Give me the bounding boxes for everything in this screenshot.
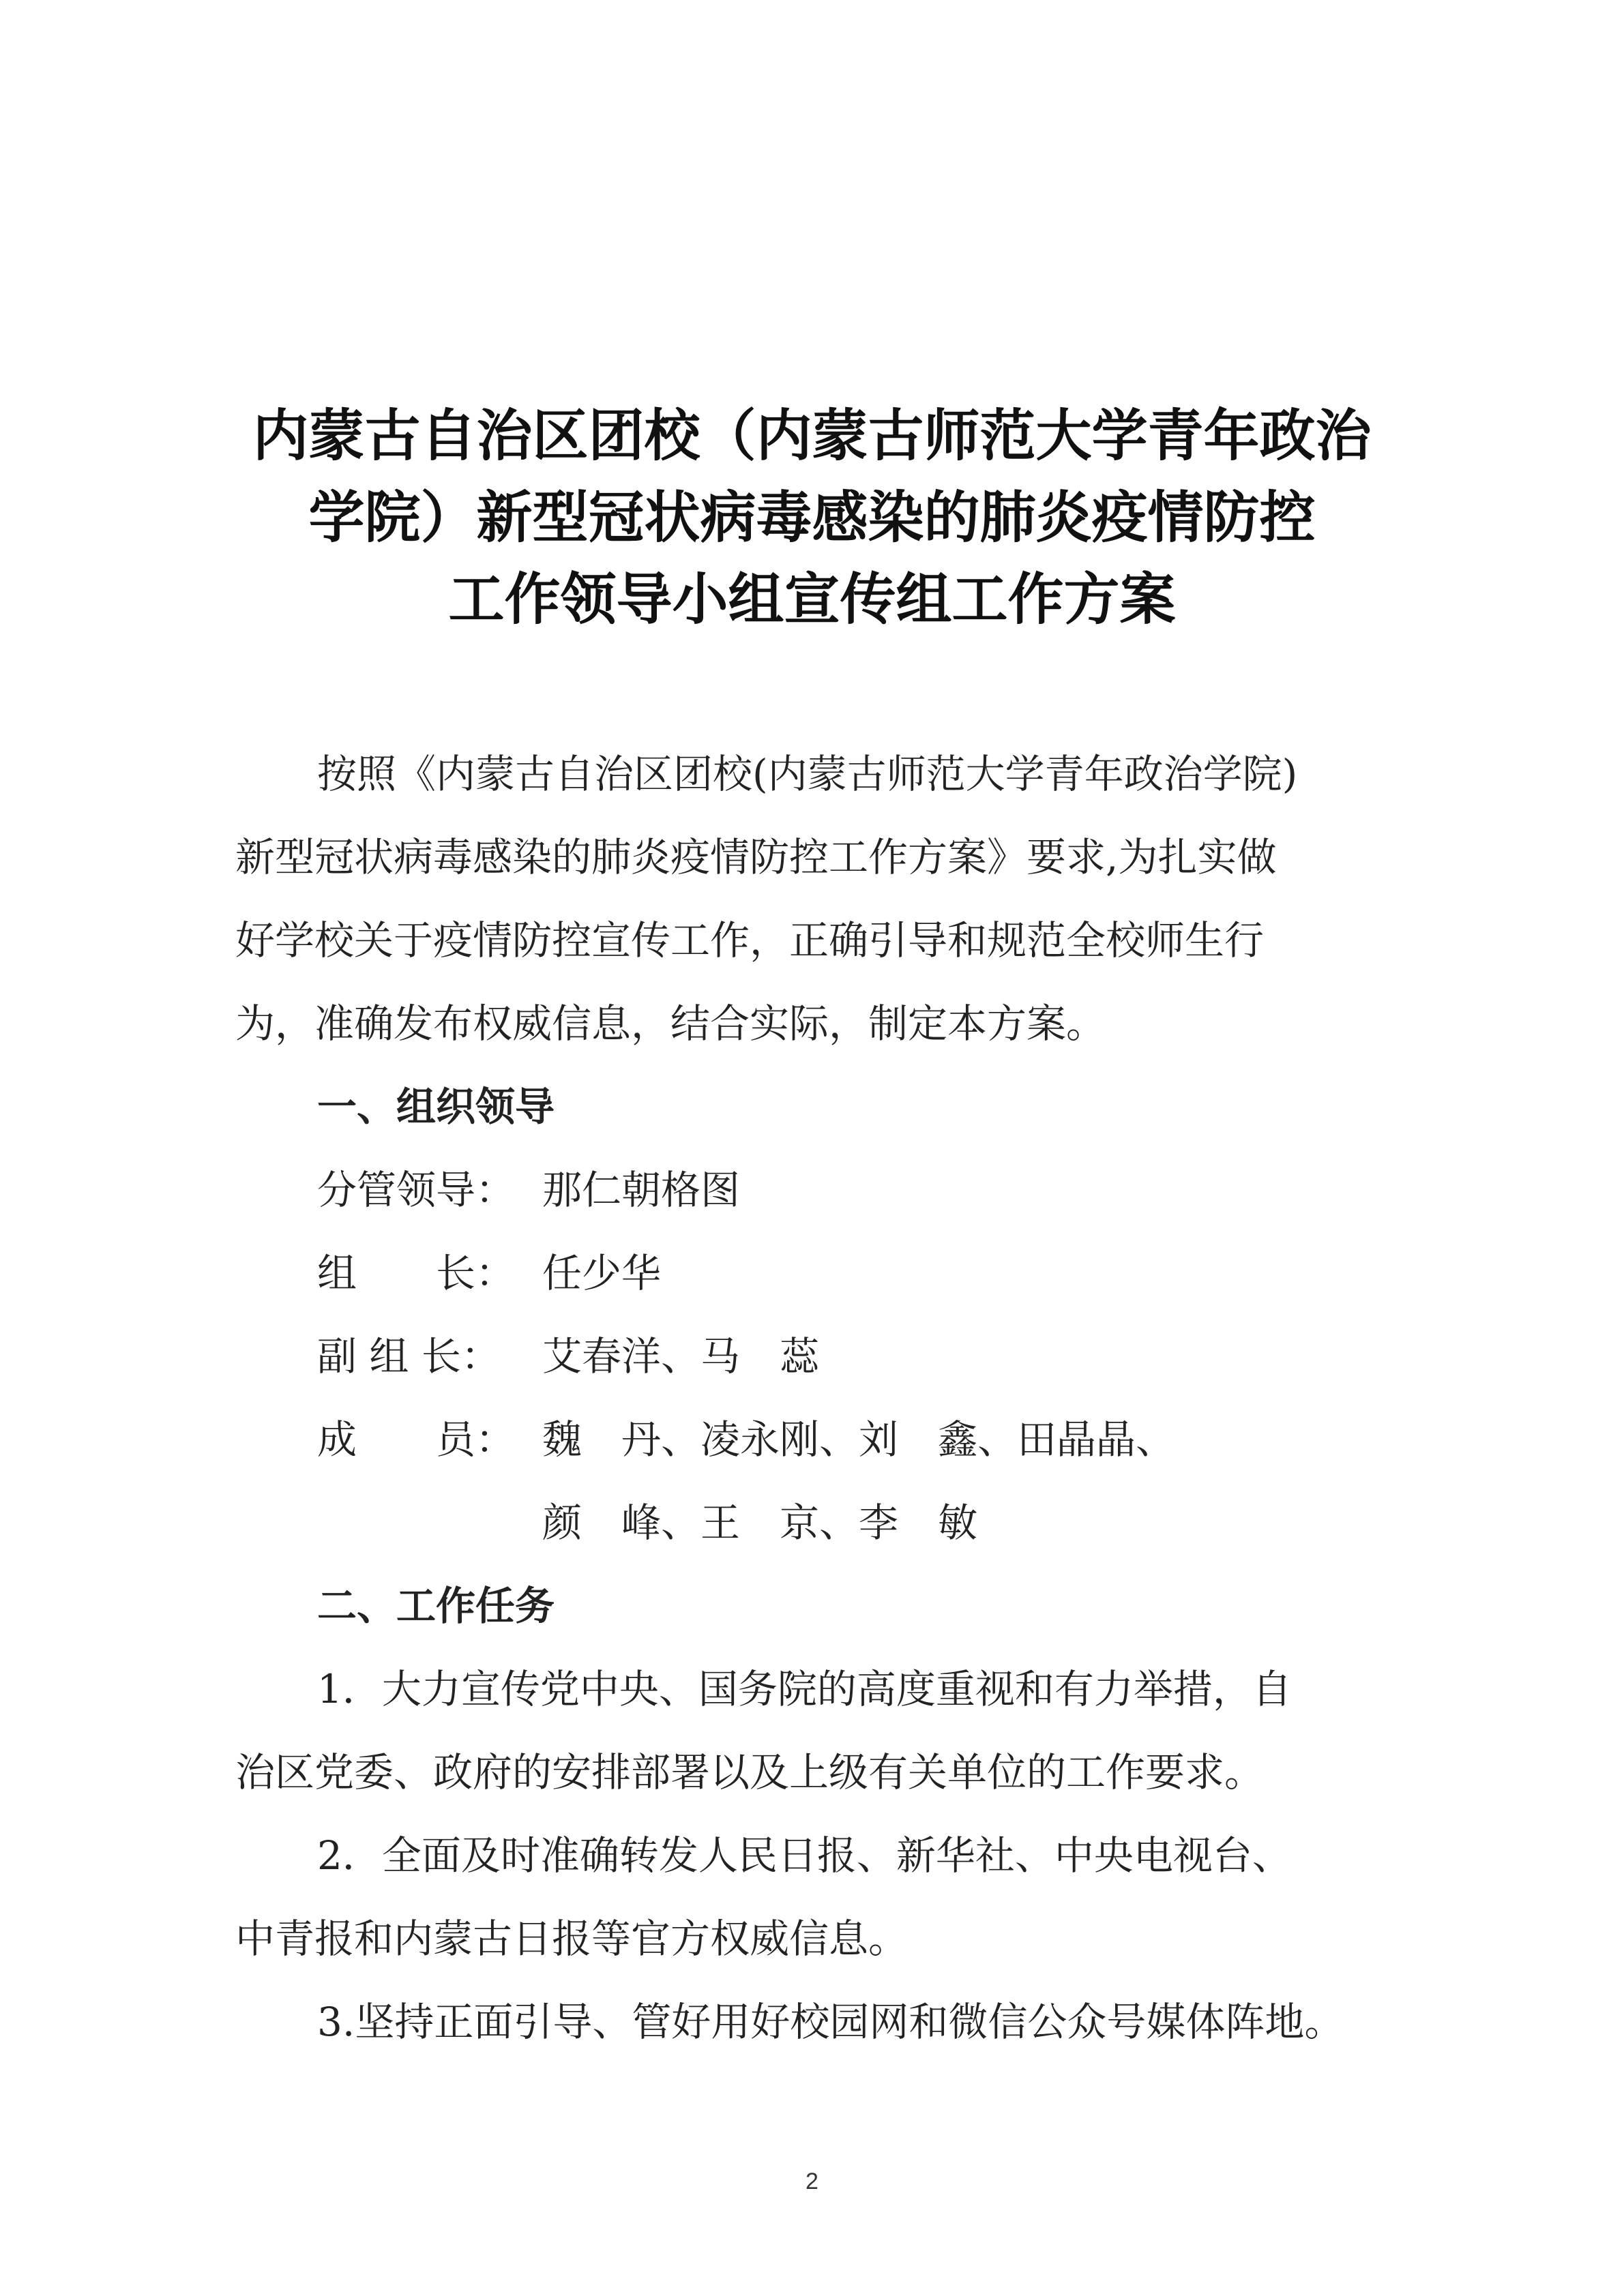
intro-line: 好学校关于疫情防控宣传工作，正确引导和规范全校师生行	[235, 917, 1265, 964]
task-line: 治区党委、政府的安排部署以及上级有关单位的工作要求。	[235, 1749, 1265, 1795]
member-role: 成 员：	[317, 1416, 516, 1463]
member-role: 副 组 长：	[317, 1333, 501, 1380]
intro-line: 按照《内蒙古自治区团校(内蒙古师范大学青年政治学院)	[317, 751, 1298, 797]
section-heading-tasks: 二、工作任务	[317, 1583, 555, 1629]
title-line: 内蒙古自治区团校（内蒙古师范大学青年政治	[252, 404, 1372, 468]
member-role: 组 长：	[317, 1250, 516, 1296]
member-names: 任少华	[542, 1250, 662, 1296]
member-names: 颜 峰、王 京、李 敏	[542, 1500, 978, 1546]
member-role: 分管领导：	[317, 1167, 516, 1213]
member-row	[235, 1249, 1395, 1297]
member-row	[235, 1499, 1395, 1547]
member-names: 那仁朝格图	[542, 1167, 741, 1213]
task-line: 1．大力宣传党中央、国务院的高度重视和有力举措，自	[317, 1666, 1292, 1712]
member-row	[235, 1416, 1395, 1463]
intro-line: 为，准确发布权威信息，结合实际，制定本方案。	[235, 1000, 1106, 1047]
section-heading-organization: 一、组织领导	[317, 1084, 555, 1130]
task-line: 中青报和内蒙古日报等官方权威信息。	[235, 1915, 909, 1962]
member-row	[235, 1332, 1395, 1380]
intro-line: 新型冠状病毒感染的肺炎疫情防控工作方案》要求,为扎实做	[235, 834, 1277, 880]
member-names: 魏 丹、凌永刚、刘 鑫、田晶晶、	[542, 1416, 1176, 1463]
page-number: 2	[806, 2168, 818, 2194]
member-row	[235, 1166, 1395, 1214]
member-names: 艾春洋、马 蕊	[542, 1333, 820, 1380]
task-line: 3.坚持正面引导、管好用好校园网和微信公众号媒体阵地。	[317, 1999, 1344, 2045]
document-title	[205, 396, 1419, 641]
task-line: 2．全面及时准确转发人民日报、新华社、中央电视台、	[317, 1832, 1292, 1879]
title-line: 工作领导小组宣传组工作方案	[448, 567, 1176, 632]
title-line: 学院）新型冠状病毒感染的肺炎疫情防控	[308, 486, 1316, 550]
